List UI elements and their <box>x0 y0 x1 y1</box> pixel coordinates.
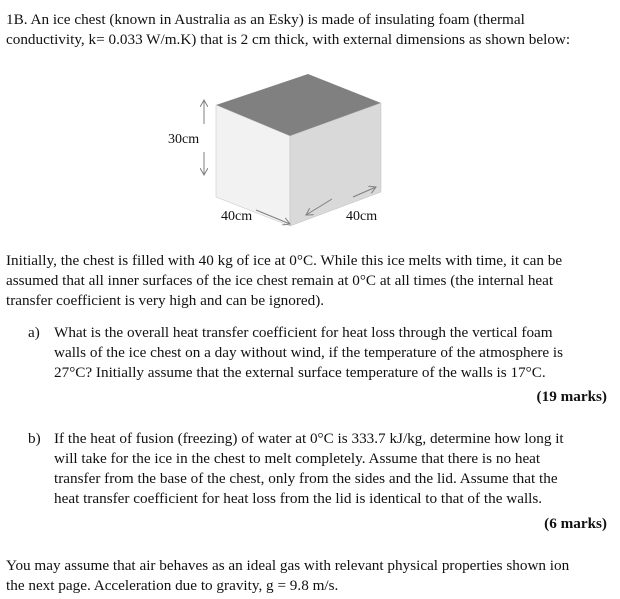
intro-line: 1B. An ice chest (known in Australia as an Esky) is made of insulating foam (thermal <box>6 11 525 28</box>
problem-footer <box>6 556 569 596</box>
question-a-marks: (19 marks) <box>536 388 607 405</box>
question-a-label: a) <box>28 324 40 341</box>
height-label: 30cm <box>168 132 200 147</box>
paragraph-line: transfer coefficient is very high and can be ignored). <box>6 292 325 309</box>
question-b-text <box>54 429 564 509</box>
problem-paragraph <box>6 251 562 311</box>
question-a-text <box>54 323 563 383</box>
question-a-line: What is the overall heat transfer coefficient for heat loss through the vertical foam <box>54 324 553 341</box>
question-b-line: heat transfer coefficient for heat loss from the lid is identical to that of the walls. <box>54 490 543 507</box>
problem-intro <box>6 10 570 50</box>
width-label-right: 40cm <box>346 209 378 224</box>
footer-line: You may assume that air behaves as an ideal gas with relevant physical properties shown ion <box>6 557 570 574</box>
question-a-line: 27°C? Initially assume that the external surface temperature of the walls is 17°C. <box>54 364 546 381</box>
width-label-left: 40cm <box>221 209 253 224</box>
question-b-line: will take for the ice in the chest to melt completely. Assume that there is no heat <box>54 450 541 467</box>
question-b-marks: (6 marks) <box>544 515 607 532</box>
intro-line: conductivity, k= 0.033 W/m.K) that is 2 cm thick, with external dimensions as shown below: <box>6 31 571 48</box>
question-b-line: If the heat of fusion (freezing) of water at 0°C is 333.7 kJ/kg, determine how long it <box>54 430 564 447</box>
paragraph-line: Initially, the chest is filled with 40 kg of ice at 0°C. While this ice melts with time, it can be <box>6 252 563 269</box>
ice-chest-figure <box>160 72 400 234</box>
ice-chest-diagram <box>160 72 400 234</box>
footer-line: the next page. Acceleration due to gravity, g = 9.8 m/s. <box>6 577 339 594</box>
question-b-line: transfer from the base of the chest, only from the sides and the lid. Assume that the <box>54 470 558 487</box>
paragraph-line: assumed that all inner surfaces of the ice chest remain at 0°C at all times (the internal heat <box>6 272 554 289</box>
question-a-line: walls of the ice chest on a day without wind, if the temperature of the atmosphere is <box>54 344 564 361</box>
question-b-label: b) <box>28 430 41 447</box>
